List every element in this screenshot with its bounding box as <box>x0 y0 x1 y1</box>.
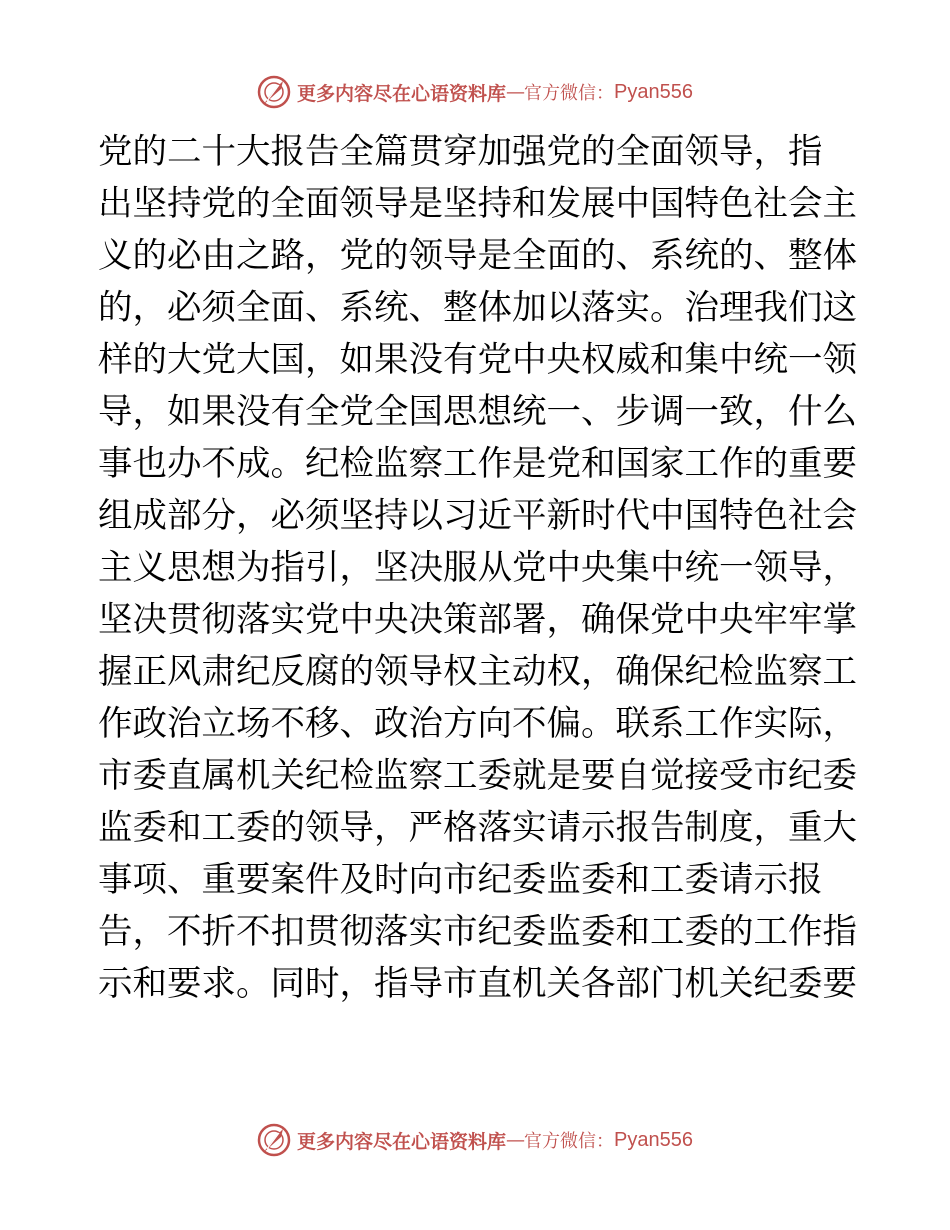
paragraph-line: 组成部分，必须坚持以习近平新时代中国特色社会 <box>98 496 857 536</box>
header-banner <box>0 72 950 112</box>
banner-dash: — <box>506 1129 525 1151</box>
banner-text: 更多内容尽在心语资料库 <box>297 1130 507 1153</box>
banner-wechat-id: Pyan556 <box>614 1128 693 1151</box>
document-body <box>98 126 858 1010</box>
banner-wechat-id: Pyan556 <box>614 80 693 103</box>
paragraph-line: 告，不折不扣贯彻落实市纪委监委和工委的工作指 <box>98 912 857 952</box>
paragraph-line: 义的必由之路，党的领导是全面的、系统的、整体 <box>98 236 857 276</box>
banner-official-label: 官方微信： <box>524 1131 615 1152</box>
paragraph-line: 主义思想为指引，坚决服从党中央集中统一领导， <box>98 548 857 588</box>
paragraph-line: 监委和工委的领导，严格落实请示报告制度，重大 <box>98 808 857 848</box>
paragraph-line: 事也办不成。纪检监察工作是党和国家工作的重要 <box>98 444 857 484</box>
quill-logo-icon <box>257 75 291 109</box>
paragraph-line: 示和要求。同时，指导市直机关各部门机关纪委要 <box>98 964 857 1004</box>
paragraph-line: 事项、重要案件及时向市纪委监委和工委请示报 <box>98 860 823 900</box>
footer-banner <box>0 1120 950 1160</box>
paragraph-line: 的，必须全面、系统、整体加以落实。治理我们这 <box>98 288 857 328</box>
paragraph-line: 导，如果没有全党全国思想统一、步调一致，什么 <box>98 392 857 432</box>
paragraph-line: 党的二十大报告全篇贯穿加强党的全面领导，指 <box>98 132 823 172</box>
paragraph-line: 市委直属机关纪检监察工委就是要自觉接受市纪委 <box>98 756 857 796</box>
banner-text: 更多内容尽在心语资料库 <box>297 82 507 105</box>
paragraph-line: 样的大党大国，如果没有党中央权威和集中统一领 <box>98 340 857 380</box>
quill-logo-icon <box>257 1123 291 1157</box>
paragraph-line: 坚决贯彻落实党中央决策部署，确保党中央牢牢掌 <box>98 600 857 640</box>
paragraph-line: 作政治立场不移、政治方向不偏。联系工作实际， <box>98 704 857 744</box>
banner-dash: — <box>506 81 525 103</box>
banner-official-label: 官方微信： <box>524 83 615 104</box>
paragraph-line: 握正风肃纪反腐的领导权主动权，确保纪检监察工 <box>98 652 857 692</box>
paragraph-line: 出坚持党的全面领导是坚持和发展中国特色社会主 <box>98 184 857 224</box>
